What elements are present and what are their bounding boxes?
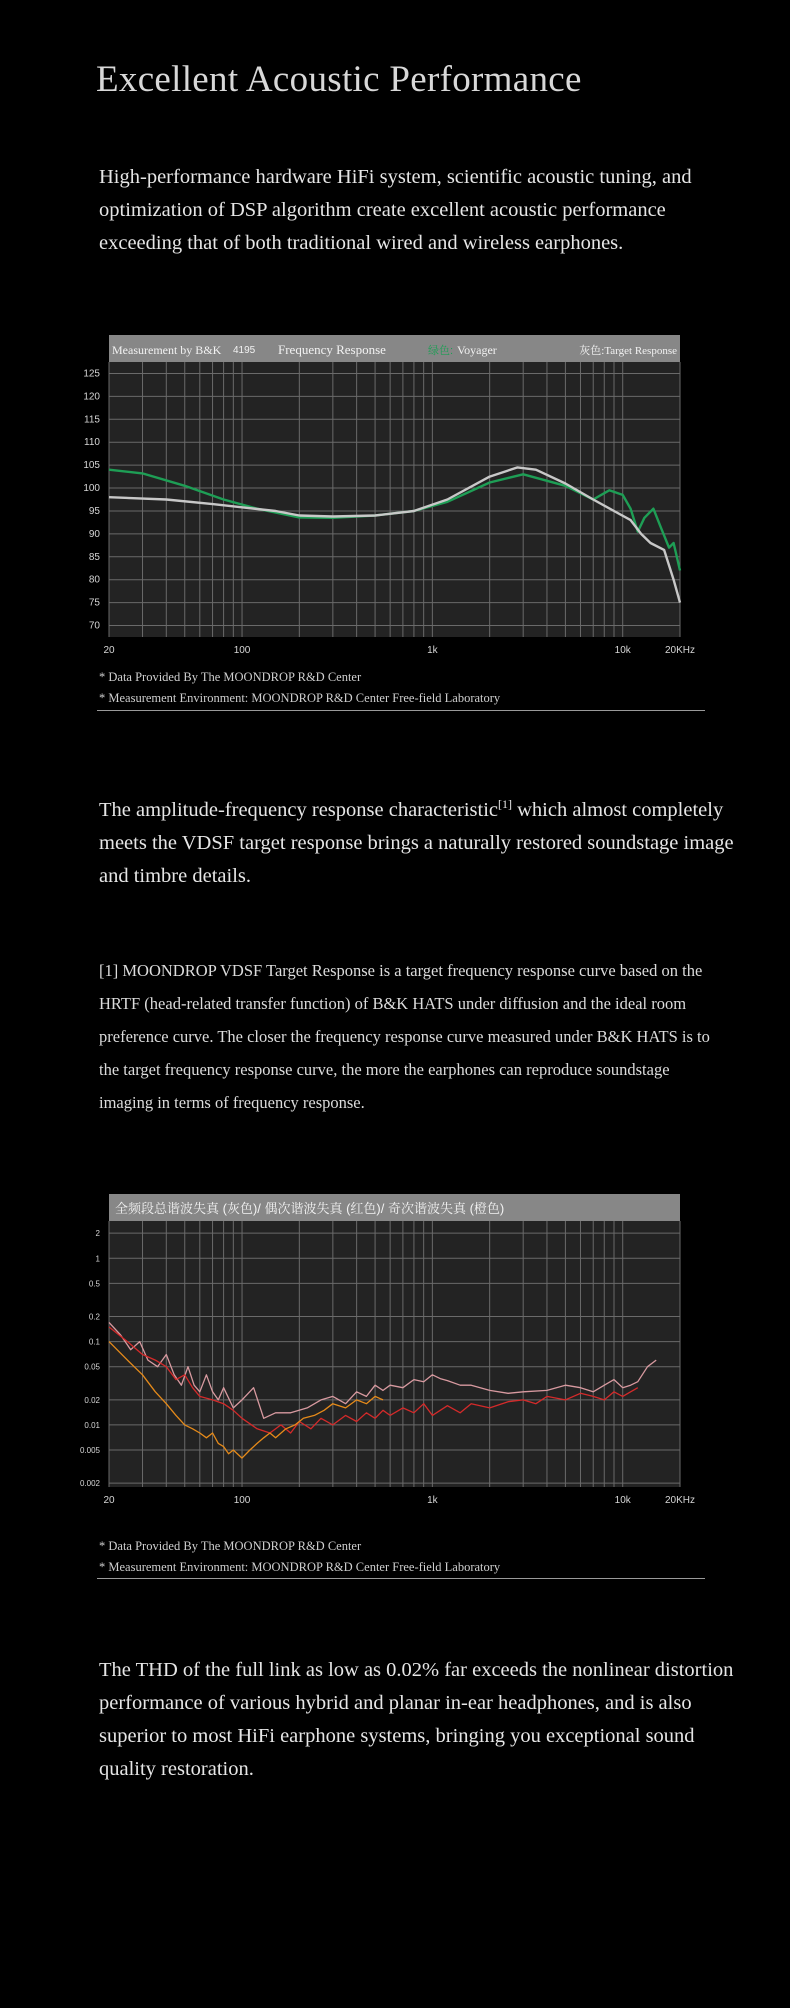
chart2-header-title: 全频段总谐波失真 (灰色)/ 偶次谐波失真 (红色)/ 奇次谐波失真 (橙色) <box>115 1201 505 1216</box>
y-tick-label: 110 <box>84 437 100 449</box>
y-tick-label: 0.1 <box>88 1337 100 1347</box>
intro-paragraph: High-performance hardware HiFi system, scientific acoustic tuning, and optimization of DSP algorithm create excellent acoustic performance exceeding that of both traditional wired and wireless earphones. <box>99 166 692 254</box>
y-tick-label: 0.5 <box>88 1279 100 1289</box>
x-tick-label: 1k <box>427 1495 438 1506</box>
chart1-legend-voyager: Voyager <box>457 343 497 357</box>
y-tick-label: 85 <box>88 551 100 563</box>
y-tick-label: 75 <box>88 597 100 609</box>
fr-paragraph-text: The amplitude-frequency response characteristic <box>99 798 498 821</box>
x-tick-label: 20 <box>103 645 115 656</box>
y-tick-label: 95 <box>88 505 100 517</box>
page-title: Excellent Acoustic Performance <box>96 59 582 100</box>
thd-divider <box>97 1578 705 1579</box>
y-tick-label: 0.002 <box>79 1479 100 1489</box>
thd-note-1: * Data Provided By The MOONDROP R&D Center <box>99 1539 362 1553</box>
y-tick-label: 105 <box>83 460 100 472</box>
fr-paragraph <box>99 788 739 893</box>
chart1-header-left-num: 4195 <box>233 345 256 356</box>
vdsf-footnote: [1] MOONDROP VDSF Target Response is a target frequency response curve based on the HRTF (head-related transfer function) of B&K HATS under diffusion and the ideal room preference curve. The closer the frequency response curve measured under B&K HATS is to the target frequency response curve, the more the earphones can reproduce soundstage imaging in terms of frequency response. <box>99 961 710 1112</box>
y-tick-label: 0.2 <box>88 1312 100 1322</box>
frequency-response-chart <box>70 332 710 664</box>
chart2-plot-area <box>109 1221 680 1487</box>
y-tick-label: 90 <box>88 528 100 540</box>
x-tick-label: 20KHz <box>664 645 696 656</box>
y-tick-label: 0.05 <box>84 1362 100 1372</box>
y-tick-label: 0.02 <box>84 1395 100 1405</box>
chart1-legend-green-marker: 绿色: <box>428 345 454 357</box>
y-tick-label: 125 <box>83 368 100 380</box>
y-tick-label: 2 <box>95 1229 100 1239</box>
y-tick-label: 80 <box>88 574 100 586</box>
fr-note-1: * Data Provided By The MOONDROP R&D Center <box>99 670 362 684</box>
fr-footnote-ref: [1] <box>498 797 512 811</box>
chart1-header-title: Frequency Response <box>278 342 386 357</box>
y-tick-label: 0.005 <box>79 1446 100 1456</box>
fr-divider <box>97 710 705 711</box>
thd-chart <box>70 1192 710 1524</box>
y-tick-label: 100 <box>83 483 100 495</box>
chart1-legend-target: 灰色:Target Response <box>579 345 677 357</box>
x-tick-label: 1k <box>427 645 438 656</box>
y-tick-label: 70 <box>88 620 100 632</box>
x-tick-label: 20KHz <box>664 1495 696 1506</box>
thd-paragraph: The THD of the full link as low as 0.02% far exceeds the nonlinear distortion performance of various hybrid and planar in-ear headphones, and is also superior to most HiFi earphone systems, bringing you exceptional sound quality restoration. <box>99 1659 734 1780</box>
chart1-header-left: Measurement by B&K <box>112 343 222 357</box>
x-tick-label: 100 <box>233 645 251 656</box>
y-tick-label: 0.01 <box>84 1420 100 1430</box>
fr-note-2: * Measurement Environment: MOONDROP R&D Center Free-field Laboratory <box>99 691 501 705</box>
fr-paragraph-text-2: which almost completely meets the VDSF target response brings a naturally restored soundstage image and timbre details. <box>99 798 734 887</box>
x-tick-label: 20 <box>103 1495 115 1506</box>
y-tick-label: 115 <box>84 414 100 426</box>
y-tick-label: 120 <box>83 391 100 403</box>
x-tick-label: 100 <box>233 1495 251 1506</box>
y-tick-label: 1 <box>95 1254 100 1264</box>
thd-note-2: * Measurement Environment: MOONDROP R&D Center Free-field Laboratory <box>99 1560 501 1574</box>
x-tick-label: 10k <box>614 645 631 656</box>
x-tick-label: 10k <box>614 1495 631 1506</box>
